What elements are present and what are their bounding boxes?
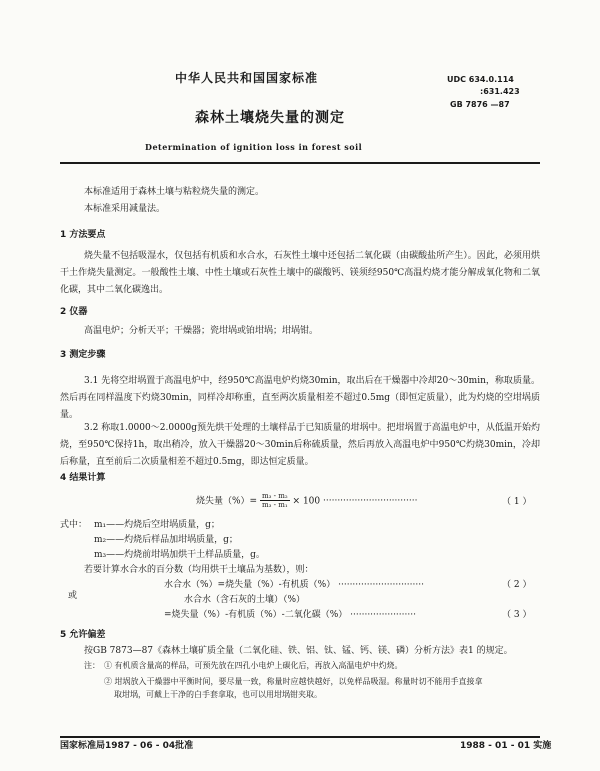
var-m3-definition: m₃——灼烧前坩埚加烘干土样品质量，g。 xyxy=(94,550,265,560)
section-3-heading: 3 测定步骤 xyxy=(60,350,106,360)
section-3-2-paragraph: 3.2 称取1.0000～2.0000g预先烘干处理的土壤样品于已知质量的坩埚中。把坩埚置于高温电炉中，从低温开始灼烧，至950℃保持1h，取出稍冷，放入干燥器20～30min后称硫质量，然后再放入高温电炉中950℃灼烧30min，冷却后称量，直至前后二次质量相差不超过0.5mg，即达恒定质量。 xyxy=(60,423,540,467)
top-rule xyxy=(60,162,540,164)
udc-line-1: UDC 634.0.114 xyxy=(447,75,514,84)
approval-date: 国家标准局1987 - 06 - 04批准 xyxy=(60,741,194,751)
section-5-paragraph: 按GB 7873—87《森林土壤矿质全量（二氧化硅、铁、铝、钛、锰、钙、镁、磷）分析方法》表1 的规定。 xyxy=(84,646,513,656)
equation-3-number: （ 3 ） xyxy=(502,610,532,620)
section-2-paragraph: 高温电炉；分析天平；干燥器；瓷坩埚或铂坩埚；坩埚钳。 xyxy=(84,326,319,336)
equation-1-number: （ 1 ） xyxy=(502,497,532,507)
udc-line-2: :631.423 xyxy=(480,87,520,96)
formula-1-numerator: m₃ - m₂ xyxy=(261,492,288,500)
formula-2 xyxy=(164,579,424,593)
intro-line-1: 本标准适用于森林土壤与粘粒烧失量的测定。 xyxy=(84,187,265,197)
formula-3-label: 水合水（含石灰的土壤）（%） xyxy=(184,595,306,605)
implementation-date: 1988 - 01 - 01 实施 xyxy=(460,741,552,751)
english-title: Determination of ignition loss in forest soil xyxy=(145,142,363,152)
intro-line-2: 本标准采用减量法。 xyxy=(84,204,166,214)
note-label: 注： xyxy=(84,661,100,670)
var-m2-definition: m₂——灼烧后样品加坩埚质量，g； xyxy=(94,535,238,545)
section-4-heading: 4 结果计算 xyxy=(60,473,106,483)
var-m1-definition: m₁——灼烧后空坩埚质量，g； xyxy=(94,520,220,530)
section-1-paragraph: 烧失量不包括吸湿水，仅包括有机质和水合水，石灰性土壤中还包括二氧化碳（由碳酸盐所产生）。因此，必须用烘干土作烧失量测定。一般酸性土壤、中性土壤或石灰性土壤中的碳酸钙、镁须经950℃高温灼烧才能分解成氧化物和二氧化碳，其中二氧化碳逸出。 xyxy=(60,251,540,295)
section-5-heading: 5 允许偏差 xyxy=(60,630,106,640)
note-1: ① 有机质含量高的样品，可预先放在四孔小电炉上碳化后，再放入高温电炉中灼烧。 xyxy=(104,661,403,670)
standard-org-title: 中华人民共和国国家标准 xyxy=(175,71,319,85)
section-2-heading: 2 仪器 xyxy=(60,307,88,317)
hydration-water-note: 若要计算水合水的百分数（均用烘干土壤品为基数），则： xyxy=(84,565,314,575)
where-label: 式中： xyxy=(60,520,88,530)
formula-3 xyxy=(164,609,416,623)
formula-1-denominator: m₃ - m₁ xyxy=(261,501,288,510)
formula-3-text: =烧失量（%）-有机质（%）-二氧化碳（%） xyxy=(164,610,348,620)
section-3-1-paragraph: 3.1 先将空坩埚置于高温电炉中，经950℃高温电炉灼烧30min，取出后在干燥器中冷却20～30min，称取质量。然后再在同样温度下灼烧30min，同样冷却称重，直至两次质量相差不超过0.5mg（即恒定质量），此为灼烧的空坩埚质量。 xyxy=(60,376,540,420)
formula-1-leader: ································· xyxy=(323,496,418,507)
formula-1-times: × 100 xyxy=(292,496,321,507)
note-2-line-2: 取坩埚，可戴上干净的白手套拿取，也可以用坩埚钳夹取。 xyxy=(114,690,322,699)
equation-2-number: （ 2 ） xyxy=(502,580,532,590)
formula-1 xyxy=(196,492,417,510)
formula-3-leader: ······················· xyxy=(350,610,416,620)
or-label: 或 xyxy=(68,591,78,601)
gb-code: GB 7876 —87 xyxy=(450,100,510,109)
document-title: 森林土壤烧失量的测定 xyxy=(195,110,345,126)
section-1-heading: 1 方法要点 xyxy=(60,230,106,240)
formula-1-fraction xyxy=(260,492,290,510)
formula-2-text: 水合水（%）=烧失量（%）-有机质（%） xyxy=(164,580,336,590)
formula-2-leader: ······························ xyxy=(338,580,424,590)
note-2-line-1: ② 坩埚放入干燥器中平衡时间，要尽量一致，称量时应越快越好，以免样品吸湿。称量时切不能用手直接拿 xyxy=(104,677,483,686)
formula-1-lhs: 烧失量（%）= xyxy=(196,496,258,507)
bottom-rule xyxy=(60,736,540,738)
